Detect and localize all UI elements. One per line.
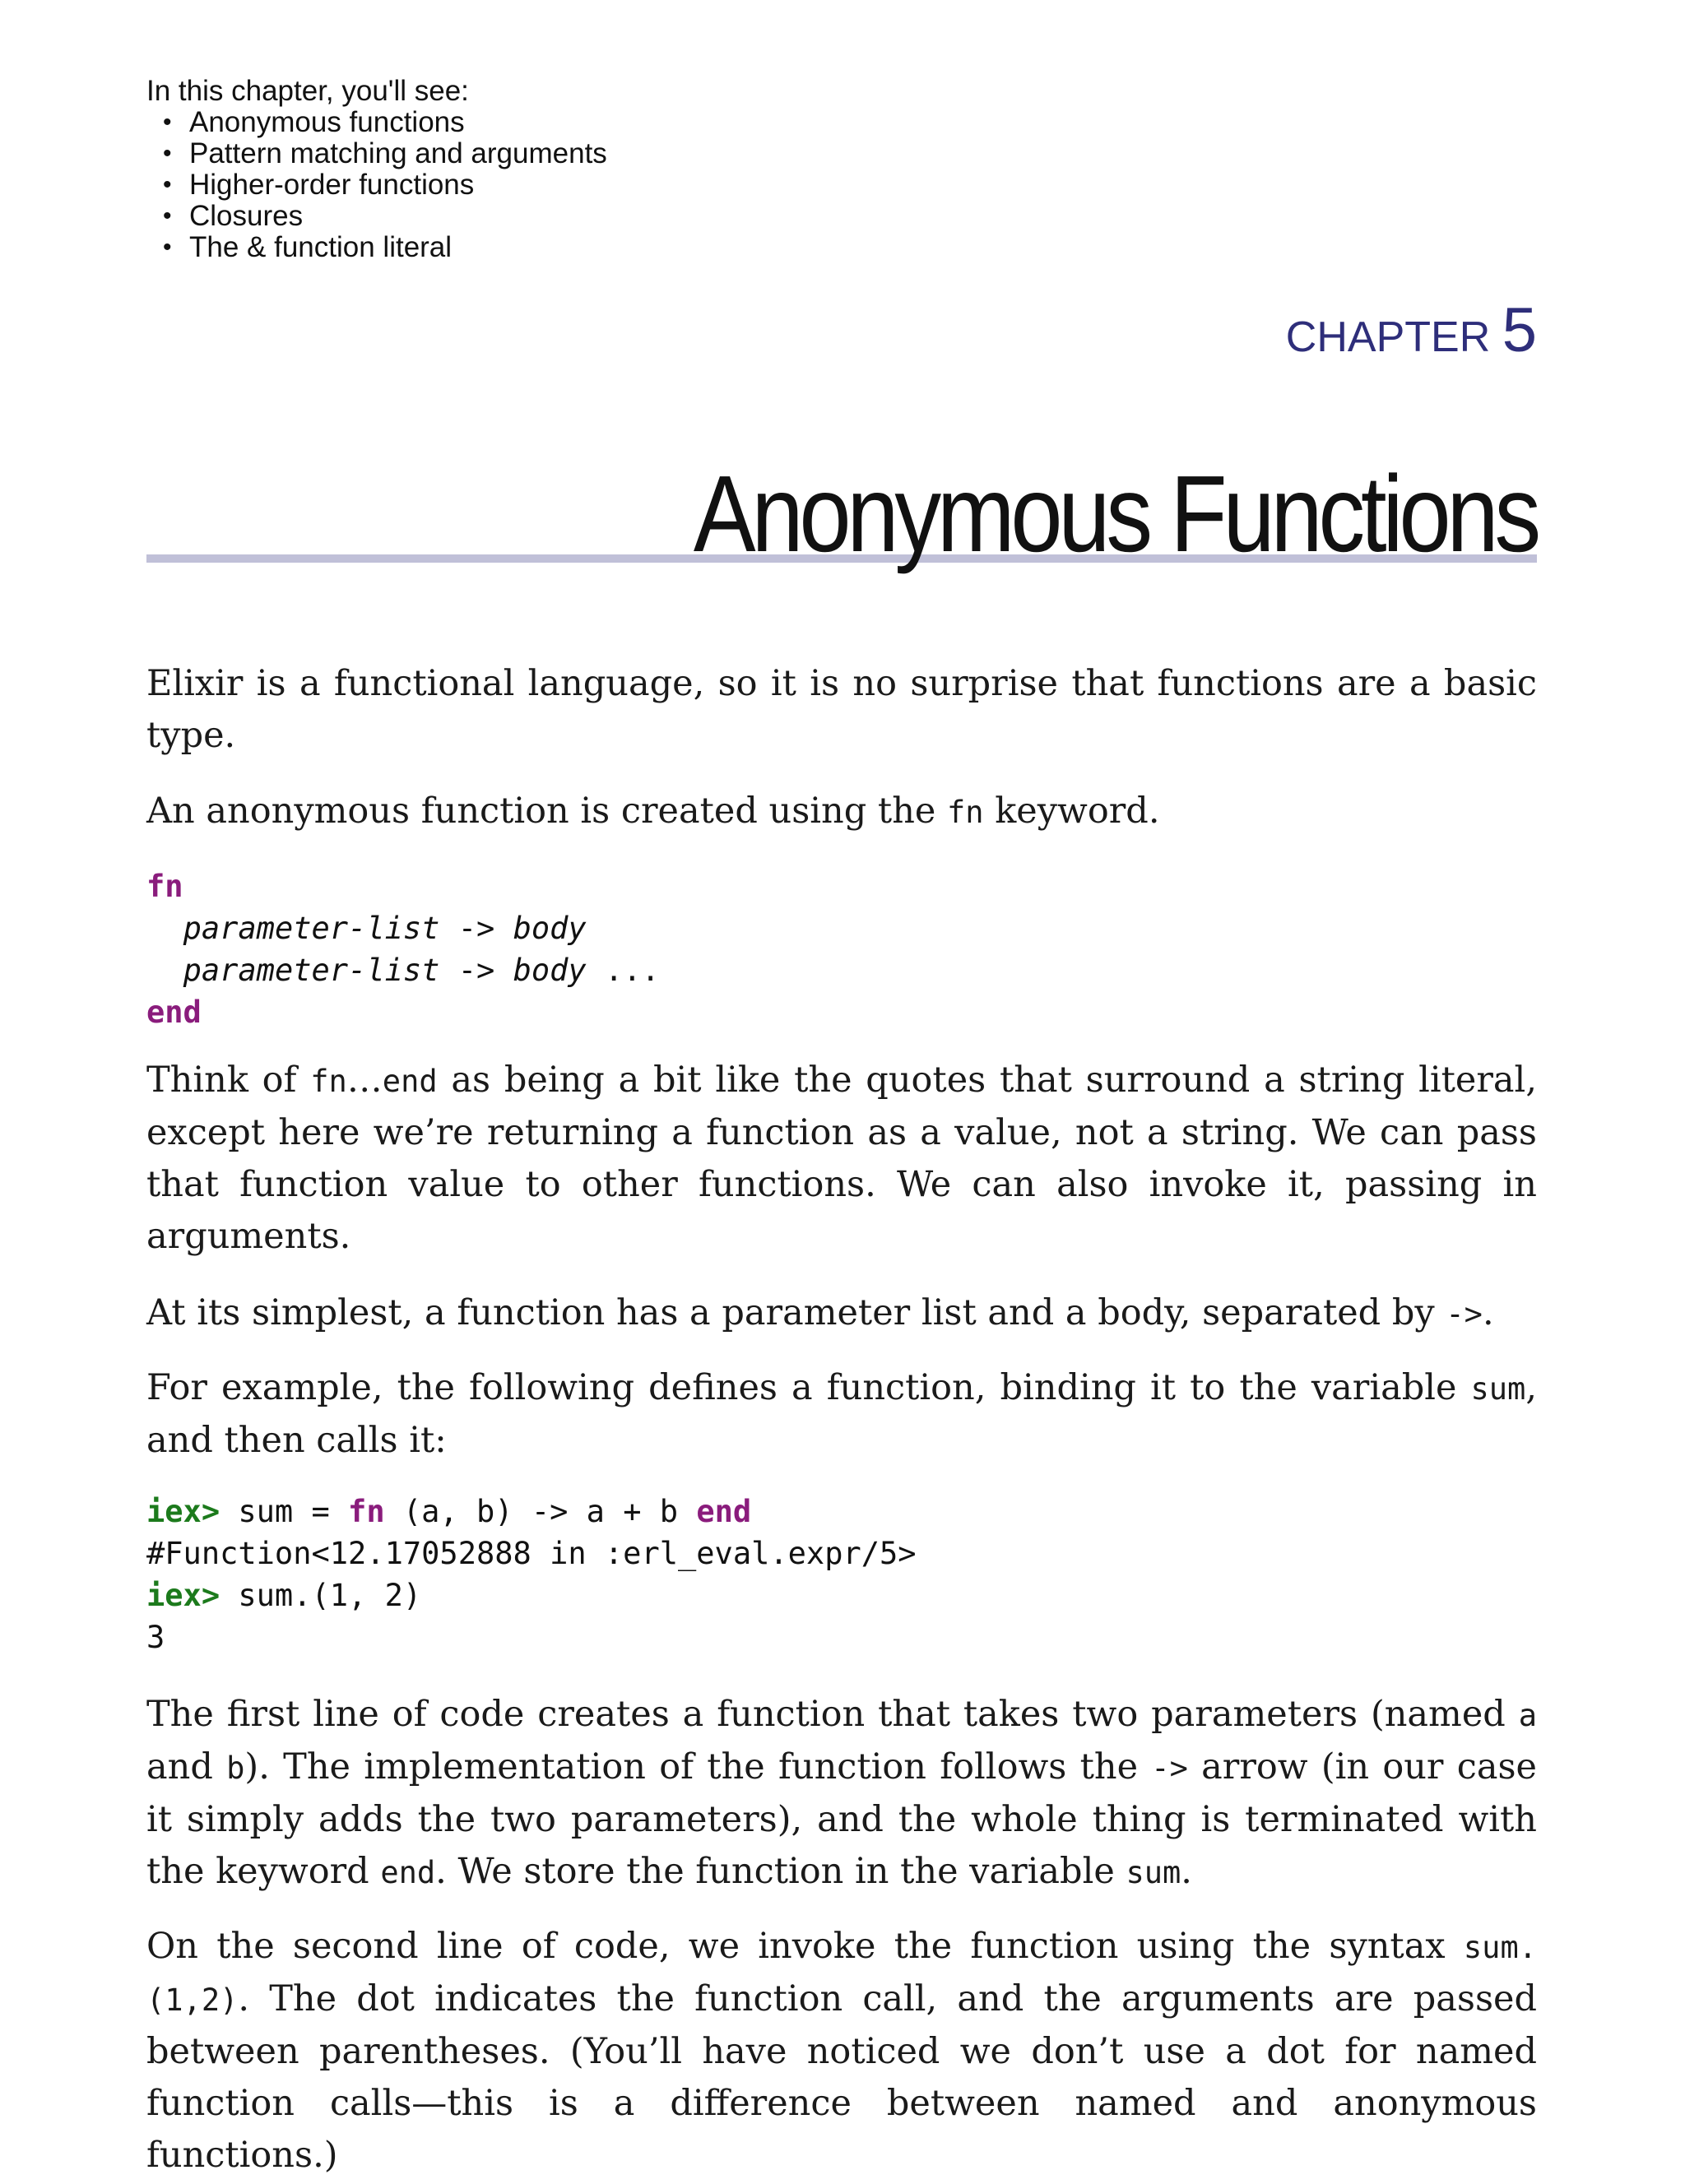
contents-item: • Higher-order functions (189, 169, 607, 201)
keyword: end (146, 995, 202, 1030)
inline-code: fn (310, 1064, 347, 1099)
text: At its simplest, a function has a parameter list and a body, separated by (146, 1292, 1446, 1333)
arrow: -> (457, 953, 495, 988)
code-line (146, 1574, 1537, 1616)
text: An anonymous function is created using the (146, 791, 948, 832)
inline-code: end (380, 1855, 436, 1890)
paragraph-simplest (146, 1287, 1537, 1340)
iex-prompt: iex> (146, 1578, 220, 1613)
chapter-word: CHAPTER (1285, 313, 1491, 361)
placeholder-text: body (513, 953, 587, 988)
code-line (146, 949, 1537, 991)
inline-code: -> (1446, 1296, 1483, 1332)
contents-item: • Closures (189, 201, 607, 232)
text: On the second line of code, we invoke the function using the syntax (146, 1926, 1464, 1967)
chapter-label (1285, 295, 1537, 365)
placeholder-text: parameter-list (183, 953, 440, 988)
paragraph-example (146, 1362, 1537, 1467)
keyword: end (696, 1494, 752, 1529)
code-line (146, 991, 1537, 1033)
inline-code: sum.(1,2) (146, 1930, 1537, 2018)
text: Think of (146, 1060, 311, 1101)
placeholder-text: body (513, 911, 587, 946)
placeholder-text: parameter-list (183, 911, 440, 946)
paragraph-intro: Elixir is a functional language, so it is no surprise that functions are a basic type. (146, 663, 1537, 756)
paragraph-think-of (146, 1055, 1537, 1263)
text: . The dot indicates the function call, and the arguments are passed between parentheses. (You’ll have noticed we don’t use a dot for named function calls—this is a difference between named and anonymous functions.) (146, 1978, 1537, 2176)
ellipsis: ... (604, 953, 660, 988)
contents-item: • Anonymous functions (189, 107, 607, 138)
text: The first line of code creates a function that takes two parameters (named (146, 1694, 1519, 1735)
code-block-iex (146, 1491, 1537, 1658)
keyword: fn (146, 869, 183, 904)
inline-code: -> (1151, 1750, 1188, 1786)
code-line (146, 1491, 1537, 1533)
text: as being a bit like the quotes that surround a string literal, except here we’re returning a function as a value, not a string. We can pass that function value to other functions. We can also invoke it, passing in arguments. (146, 1060, 1537, 1257)
text: keyword. (983, 791, 1160, 832)
text: For example, the following defines a function, binding it to the variable (146, 1367, 1471, 1408)
contents-item: • Pattern matching and arguments (189, 138, 607, 169)
text: . (1482, 1292, 1494, 1333)
iex-prompt: iex> (146, 1494, 220, 1529)
code-text: sum.(1, 2) (220, 1578, 422, 1613)
chapter-title: Anonymous Functions (693, 453, 1537, 574)
contents-intro: In this chapter, you'll see: (146, 75, 469, 107)
paragraph-fn-keyword (146, 786, 1537, 838)
text: , and then calls it: (146, 1367, 1537, 1461)
code-block-syntax (146, 865, 1537, 1033)
chapter-contents-box (146, 76, 607, 263)
text: . We store the function in the variable (435, 1851, 1126, 1892)
contents-list (146, 107, 607, 263)
inline-code: fn (947, 795, 984, 830)
text: arrow (in our case it simply adds the two parameters), and the whole thing is terminated with the keyword (146, 1746, 1537, 1892)
chapter-number: 5 (1502, 295, 1537, 365)
paragraph-first-line (146, 1689, 1537, 1899)
inline-code: b (226, 1750, 245, 1786)
paragraph-second-line (146, 1921, 1537, 2182)
text: . (1181, 1851, 1192, 1892)
code-line: #Function<12.17052888 in :erl_eval.expr/5> (146, 1536, 917, 1571)
inline-code: end (382, 1064, 438, 1099)
inline-code: a (1518, 1698, 1537, 1733)
code-line: 3 (146, 1620, 165, 1655)
code-line (146, 865, 1537, 907)
inline-code: sum (1470, 1371, 1526, 1407)
text: ). The implementation of the function follows the (244, 1746, 1152, 1788)
inline-code: sum (1126, 1855, 1181, 1890)
code-line (146, 907, 1537, 949)
text: and (146, 1746, 227, 1788)
keyword: fn (348, 1494, 385, 1529)
contents-item: • The & function literal (189, 232, 607, 263)
text: … (346, 1060, 383, 1101)
arrow: -> (457, 911, 495, 946)
code-text: sum = (220, 1494, 349, 1529)
code-text: (a, b) -> a + b (384, 1494, 697, 1529)
